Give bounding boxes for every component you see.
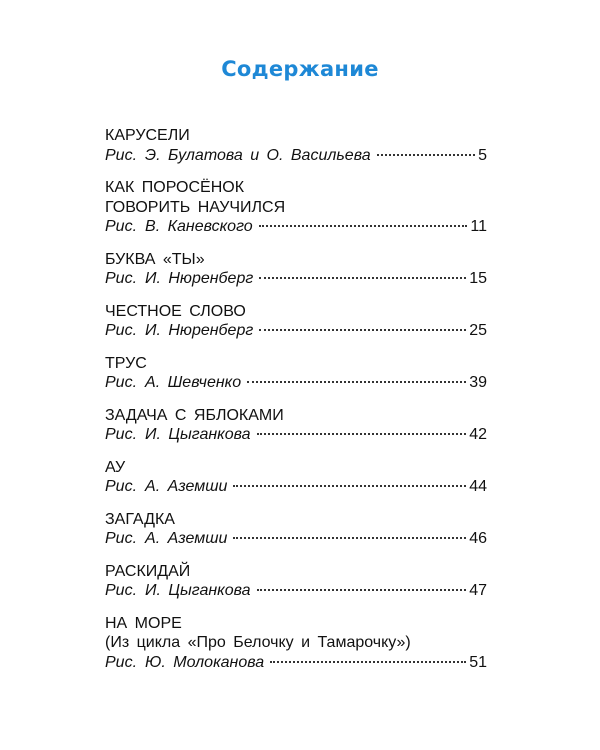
dot-leader — [259, 277, 466, 279]
illustration-prefix: Рис. — [105, 322, 138, 339]
illustration-prefix: Рис. — [105, 270, 138, 287]
story-title: ТРУС — [105, 354, 147, 372]
illustrator-credit — [105, 146, 371, 166]
dot-leader — [247, 381, 466, 383]
story-title: НА МОРЕ — [105, 614, 182, 632]
toc-entry — [105, 510, 487, 550]
illustrator-line — [105, 425, 487, 445]
illustration-prefix: Рис. — [105, 530, 138, 547]
illustrator-name: Э. Булатова и О. Васильева — [145, 146, 371, 164]
illustration-prefix: Рис. — [105, 478, 138, 495]
illustrator-line — [105, 529, 487, 549]
illustrator-credit — [105, 217, 253, 237]
story-title: ГОВОРИТЬ НАУЧИЛСЯ — [105, 198, 286, 216]
illustrator-name: И. Цыганкова — [145, 582, 251, 599]
dot-leader — [377, 154, 476, 156]
page-number: 46 — [469, 530, 487, 547]
illustrator-line — [105, 653, 487, 673]
toc-entry — [105, 614, 487, 673]
illustrator-line — [105, 269, 487, 289]
page-number: 42 — [469, 426, 487, 443]
toc-entry — [105, 250, 487, 290]
page-number: 15 — [469, 270, 487, 287]
dot-leader — [259, 329, 466, 331]
illustrator-credit — [105, 529, 227, 549]
page-number: 51 — [469, 653, 487, 671]
toc-entry — [105, 126, 487, 166]
page-number: 47 — [469, 582, 487, 599]
toc-entry — [105, 562, 487, 602]
story-title: КАК ПОРОСЁНОК — [105, 179, 245, 196]
story-title: АУ — [105, 458, 126, 476]
illustrator-line — [105, 373, 487, 393]
illustrator-line — [105, 477, 487, 497]
illustrator-credit — [105, 425, 251, 445]
illustrator-credit — [105, 321, 253, 341]
illustration-prefix: Рис. — [105, 146, 138, 164]
story-title: БУКВА «ТЫ» — [105, 250, 205, 268]
illustrator-name: В. Каневского — [145, 218, 253, 235]
illustrator-line — [105, 146, 487, 166]
illustrator-name: А. Шевченко — [145, 374, 242, 391]
dot-leader — [257, 589, 467, 591]
illustrator-name: И. Нюренберг — [145, 322, 254, 339]
page-number: 25 — [469, 322, 487, 339]
illustrator-name: А. Аземши — [145, 478, 228, 495]
dot-leader — [233, 537, 466, 539]
page-title: Содержание — [221, 57, 379, 81]
illustrator-line — [105, 321, 487, 341]
story-title: ЗАДАЧА С ЯБЛОКАМИ — [105, 406, 284, 424]
illustrator-line — [105, 581, 487, 601]
illustrator-name: И. Нюренберг — [145, 270, 254, 287]
illustrator-name: А. Аземши — [145, 530, 228, 547]
dot-leader — [270, 661, 466, 663]
toc-entry — [105, 458, 487, 498]
illustrator-name: Ю. Молоканова — [145, 653, 265, 671]
table-of-contents — [105, 126, 487, 685]
story-title: РАСКИДАЙ — [105, 562, 191, 580]
page-number: 44 — [469, 478, 487, 495]
illustration-prefix: Рис. — [105, 426, 138, 443]
illustrator-credit — [105, 653, 264, 673]
page-number: 11 — [470, 218, 487, 235]
dot-leader — [259, 225, 468, 227]
story-title: КАРУСЕЛИ — [105, 127, 190, 144]
illustrator-credit — [105, 373, 241, 393]
story-title: ЧЕСТНОЕ СЛОВО — [105, 302, 246, 320]
illustration-prefix: Рис. — [105, 582, 138, 599]
toc-entry — [105, 406, 487, 446]
illustrator-credit — [105, 269, 253, 289]
illustration-prefix: Рис. — [105, 218, 138, 235]
illustrator-credit — [105, 477, 227, 497]
dot-leader — [233, 485, 466, 487]
page-number: 5 — [478, 146, 487, 164]
story-title: (Из цикла «Про Белочку и Тамарочку») — [105, 634, 411, 651]
toc-entry — [105, 302, 487, 342]
dot-leader — [257, 433, 467, 435]
illustrator-line — [105, 217, 487, 237]
illustrator-name: И. Цыганкова — [145, 426, 251, 443]
story-title: ЗАГАДКА — [105, 510, 175, 528]
page-number: 39 — [469, 374, 487, 391]
illustrator-credit — [105, 581, 251, 601]
toc-entry — [105, 354, 487, 394]
toc-entry — [105, 178, 487, 237]
illustration-prefix: Рис. — [105, 653, 138, 671]
illustration-prefix: Рис. — [105, 374, 138, 391]
